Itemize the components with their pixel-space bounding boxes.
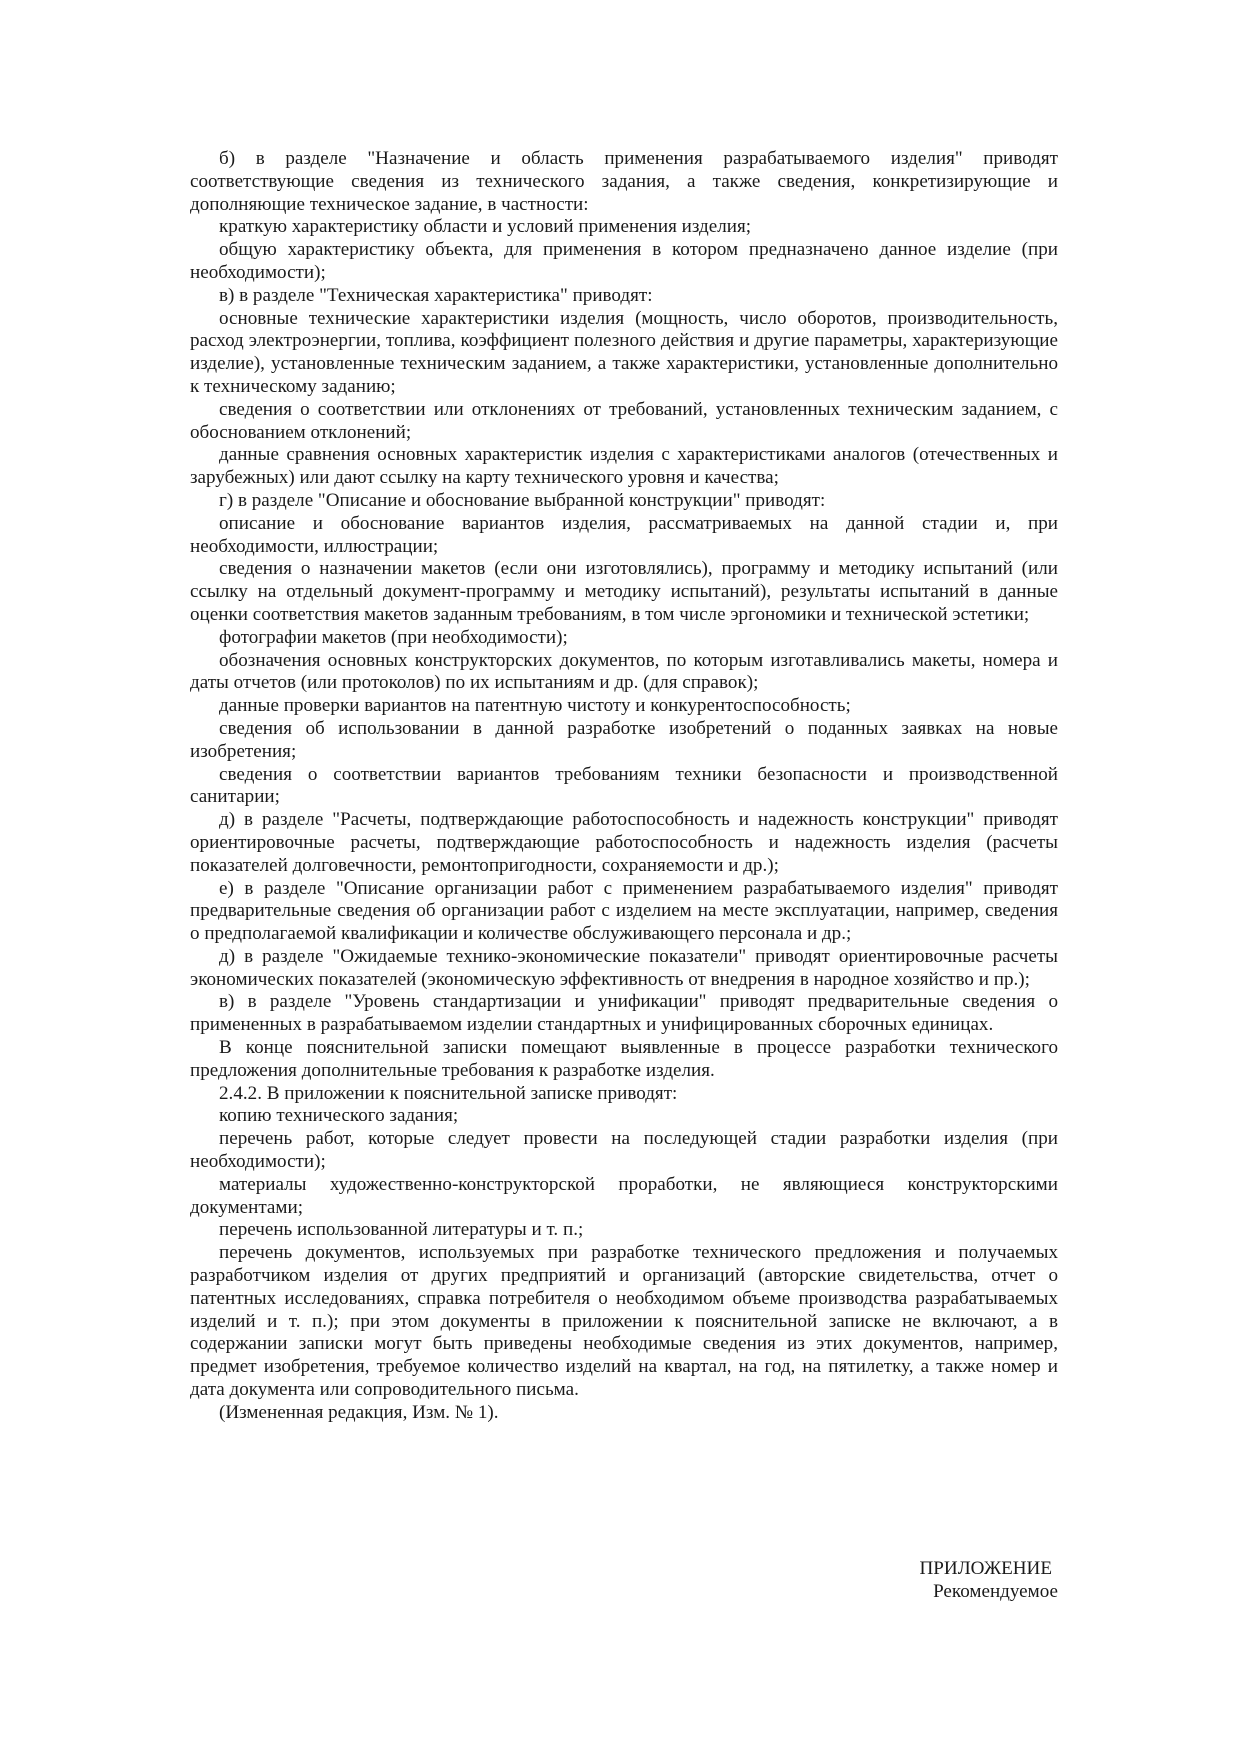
paragraph-patent-check: данные проверки вариантов на патентную чистоту и конкурентоспособность; — [219, 695, 851, 717]
paragraph-compliance: сведения о соответствии или отклонениях от требований, установленных техническим заданием, с обоснованием отклонений; — [190, 398, 1058, 443]
paragraph-literature: перечень использованной литературы и т. п.; — [219, 1219, 584, 1241]
paragraph-variants: описание и обоснование вариантов изделия, рассматриваемых на данной стадии и, при необходимости, иллюстрации; — [190, 512, 1058, 557]
paragraph-photos: фотографии макетов (при необходимости); — [219, 626, 568, 648]
paragraph-comparison: данные сравнения основных характеристик изделия с характеристиками аналогов (отечественных и зарубежных) или дают ссылку на карту технического уровня и качества; — [190, 444, 1058, 489]
paragraph-inventions: сведения об использовании в данной разработке изобретений о поданных заявках на новые изобретения; — [190, 717, 1058, 762]
paragraph-safety: сведения о соответствии вариантов требованиям техники безопасности и производственной санитарии; — [190, 763, 1058, 808]
paragraph-tz-copy: копию технического задания; — [219, 1105, 459, 1127]
paragraph-object-characteristic: общую характеристику объекта, для применения в котором предназначено данное изделие (при необходимости); — [190, 239, 1058, 283]
paragraph-conclusion: В конце пояснительной записки помещают выявленные в процессе разработки технического предложения дополнительные требования к разработке изделия. — [190, 1037, 1058, 1081]
paragraph-g-design: г) в разделе "Описание и обоснование выбранной конструкции" приводят: — [219, 489, 826, 511]
paragraph-e-organization: е) в разделе "Описание организации работ с применением разрабатываемого изделия" приводят предварительные сведения об организации работ с изделием на месте эксплуатации, например, сведения о предполагаемой квалификации и количестве обслуживающего персонала и др.; — [190, 877, 1058, 945]
document-body — [190, 148, 1058, 1425]
paragraph-work-list: перечень работ, которые следует провести на последующей стадии разработки изделия (при необходимости); — [190, 1128, 1058, 1173]
paragraph-brief-characteristic: краткую характеристику области и условий применения изделия; — [219, 216, 752, 238]
paragraph-artistic-materials: материалы художественно-конструкторской проработки, не являющиеся конструкторскими документами; — [190, 1173, 1058, 1218]
paragraph-v-technical: в) в разделе "Техническая характеристика" приводят: — [219, 284, 653, 306]
paragraph-mockups: сведения о назначении макетов (если они изготовлялись), программу и методику испытаний (или ссылку на отдельный документ-программу и методику испытаний), результаты испытаний в данные оценки соответствия макетов заданным требованиям, в том числе эргономики и технической эстетики; — [190, 558, 1058, 625]
appendix-subtitle: Рекомендуемое — [933, 1581, 1058, 1602]
paragraph-amendment-note: (Измененная редакция, Изм. № 1). — [219, 1401, 499, 1423]
paragraph-main-characteristics: основные технические характеристики изделия (мощность, число оборотов, производительность, расход электроэнергии, топлива, коэффициент полезного действия и другие параметры, характеризующие изделие), установленные техническим заданием, а также характеристики, установленные дополнительно к техническому заданию; — [190, 307, 1058, 397]
appendix-title: ПРИЛОЖЕНИЕ — [919, 1558, 1052, 1579]
paragraph-documents-list: перечень документов, используемых при разработке технического предложения и получаемых разработчиком изделия от других предприятий и организаций (авторские свидетельства, отчет о патентных исследованиях, справка потребителя о необходимом объеме производства разрабатываемых изделий и т. п.); при этом документы в приложении к пояснительной записке не включают, а в содержании записки могут быть приведены необходимые сведения из этих документов, например, предмет изобретения, требуемое количество изделий на квартал, на год, на пятилетку, а также номер и дата документа или сопроводительного письма. — [190, 1242, 1058, 1401]
paragraph-d-economics: д) в разделе "Ожидаемые технико-экономические показатели" приводят ориентировочные расчеты экономических показателей (экономическую эффективность от внедрения в народное хозяйство и пр.); — [190, 945, 1058, 990]
paragraph-designations: обозначения основных конструкторских документов, по которым изготавливались макеты, номера и даты отчетов (или протоколов) по их испытаниям и др. (для справок); — [190, 649, 1058, 694]
paragraph-2-4-2: 2.4.2. В приложении к пояснительной записке приводят: — [219, 1082, 678, 1104]
paragraph-v-standardization: в) в разделе "Уровень стандартизации и унификации" приводят предварительные сведения о примененных в разрабатываемом изделии стандартных и унифицированных сборочных единицах. — [190, 991, 1058, 1036]
appendix-heading — [920, 1557, 1058, 1603]
paragraph-b-purpose: б) в разделе "Назначение и область применения разрабатываемого изделия" приводят соответствующие сведения из технического задания, а также сведения, конкретизирующие и дополняющие техническое задание, в частности: — [190, 148, 1058, 215]
paragraph-d-calculations: д) в разделе "Расчеты, подтверждающие работоспособность и надежность конструкции" приводят ориентировочные расчеты, подтверждающие работоспособность и надежность изделия (расчеты показателей долговечности, ремонтопригодности, сохраняемости и др.); — [190, 809, 1058, 876]
